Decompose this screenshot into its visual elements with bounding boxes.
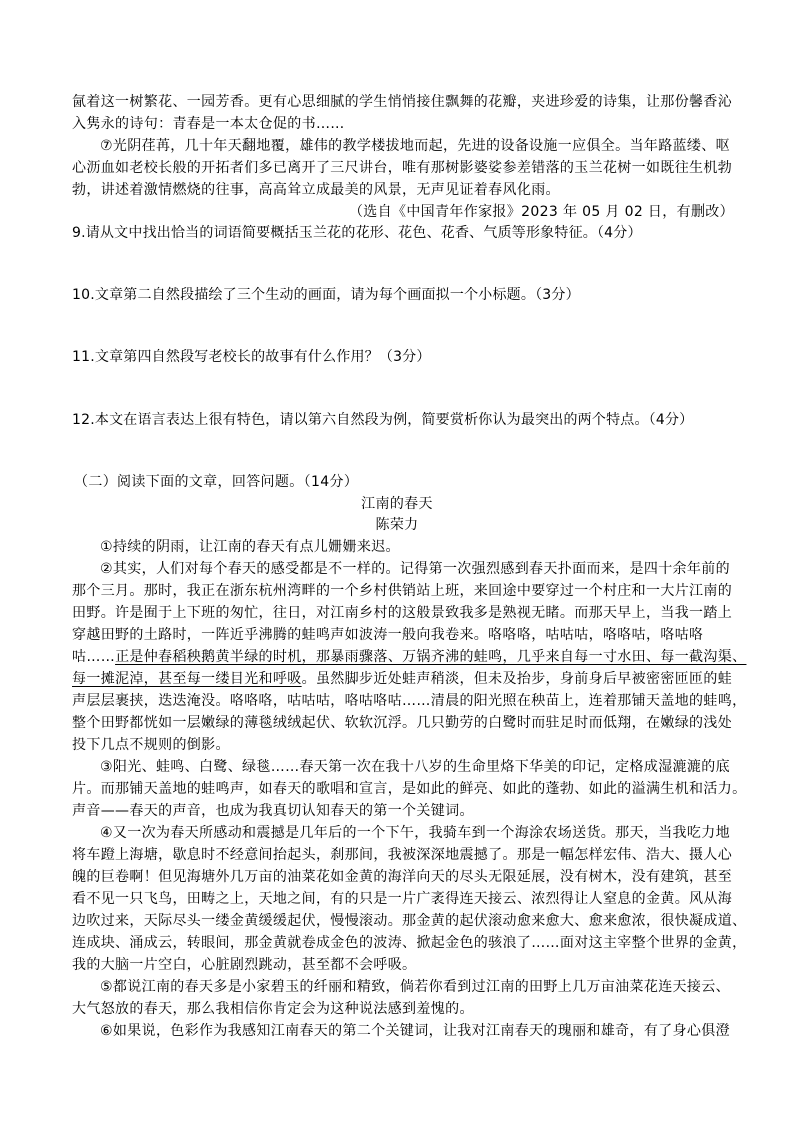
paragraph-4-line: 边吹过来，天际尽头一缕金黄缓缓起伏，慢慢滚动。那金黄的起伏滚动愈来愈大、愈来愈浓，很快凝成道、 — [72, 913, 747, 929]
passage1-line: 入隽永的诗句：青春是一本太仓促的书…… — [72, 116, 345, 132]
paragraph-2-line: ②其实，人们对每个春天的感受都是不一样的。记得第一次强烈感到春天扑面而来，是四十余年前的 — [100, 561, 730, 577]
paragraph-1: ①持续的阴雨，让江南的春天有点儿姗姗来迟。 — [100, 539, 400, 555]
underlined-sentence: 每一摊泥淖，甚至每一缕目光和呼吸 — [72, 671, 302, 687]
paragraph-2-line: 穿越田野的土路时，一阵近乎沸腾的蛙鸣声如波涛一般向我卷来。咯咯咯，咕咕咕，咯咯咕，咯咕咯 — [72, 627, 704, 643]
question-11 — [72, 346, 732, 368]
paragraph-4-line: 连成块、涌成云，转眼间，那金黄就卷成金色的波涛、掀起金色的骇浪了……面对这主宰整个世界的金黄， — [72, 935, 747, 951]
paragraph-6-line: ⑥如果说，色彩作为我感知江南春天的第二个关键词，让我对江南春天的瑰丽和雄奇，有了身心俱澄 — [100, 1023, 730, 1039]
question-number: 9. — [72, 225, 86, 241]
passage1-line: 心沥血如老校长般的开拓者们多已离开了三尺讲台，唯有那树影婆娑参差错落的玉兰花树一如既往生机勃 — [72, 160, 733, 176]
question-9 — [72, 222, 732, 244]
paragraph-4-line: ④又一次为春天所感动和震撼是几年后的一个下午，我骑车到一个海涂农场送货。那天，当我吃力地 — [100, 825, 730, 841]
paragraph-2-line: 田野。许是囿于上下班的匆忙，往日，对江南乡村的这般景致我多是熟视无睹。而那天早上，当我一踏上 — [72, 605, 733, 621]
paragraph-4-line: 看不见一只飞鸟，田畴之上，天地之间，有的只是一片广袤得连天接云、浓烈得让人窒息的金黄。风从海 — [72, 891, 733, 907]
paragraph-3-line: 片。而那铺天盖地的蛙鸣声，如春天的歌唱和宣言，是如此的鲜亮、如此的蓬勃、如此的溢满生机和活力。 — [72, 781, 747, 797]
article-author: 陈荣力 — [375, 517, 419, 533]
question-number: 12. — [72, 412, 95, 428]
question-text: 本文在语言表达上很有特色，请以第六自然段为例，简要赏析你认为最突出的两个特点。（4分） — [94, 412, 694, 428]
paragraph-5-line: 大气怒放的春天，那么我相信你肯定会为这种说法感到羞愧的。 — [72, 1001, 474, 1017]
section-2-heading: （二）阅读下面的文章，回答问题。（14分） — [74, 474, 359, 490]
paragraph-3-line: 声音——春天的声音，也成为我真切认知春天的第一个关键词。 — [72, 803, 474, 819]
paragraph-4-line: 我的大脑一片空白，心脏剧烈跳动，甚至都不会呼吸。 — [72, 957, 417, 973]
question-number: 10. — [72, 287, 95, 303]
passage1-source-citation: （选自《中国青年作家报》2023 年 05 月 02 日，有删改） — [348, 204, 734, 220]
question-12 — [72, 409, 732, 431]
plain-text: 咕…… — [72, 649, 116, 665]
paragraph-2-line: 整个田野都恍如一层嫩绿的薄毯绒绒起伏、软软沉浮。几只勤劳的白鹭时而驻足时而低翔，在嫩绿的浅处 — [72, 715, 733, 731]
passage1-line: 勃，讲述着激情燃烧的往事，高高耸立成最美的风景，无声见证着春风化雨。 — [72, 182, 560, 198]
paragraph-4-line: 将车蹬上海塘，歇息时不经意间抬起头，刹那间，我被深深地震撼了。那是一幅怎样宏伟、浩大、摄人心 — [72, 847, 733, 863]
paragraph-5-line: ⑤都说江南的春天多是小家碧玉的纤丽和精致，倘若你看到过江南的田野上几万亩油菜花连天接云、 — [100, 979, 730, 995]
article-title: 江南的春天 — [361, 496, 433, 512]
paragraph-2-line: 投下几点不规则的倒影。 — [72, 737, 230, 753]
question-text: 文章第二自然段描绘了三个生动的画面，请为每个画面拟一个小标题。（3分） — [94, 287, 580, 303]
passage1-paragraph-7-start: ⑦光阴荏苒，几十年天翻地覆，雄伟的教学楼拔地而起，先进的设备设施一应俱全。当年路蓝缕、呕 — [100, 138, 730, 154]
paragraph-3-line: ③阳光、蛙鸣、白鹭、绿毯……春天第一次在我十八岁的生命里烙下华美的印记，定格成湿漉漉的底 — [100, 759, 730, 775]
question-10 — [72, 284, 732, 306]
question-text: 文章第四自然段写老校长的故事有什么作用？（3分） — [94, 349, 431, 365]
paragraph-4-line: 魄的巨卷啊！但见海塘外几万亩的油菜花如金黄的海洋向天的尽头无限延展，没有树木，没有建筑，甚至 — [72, 869, 733, 885]
paragraph-2-line — [72, 668, 732, 690]
plain-text: 。虽然脚步近处蛙声稍淡，但未及抬步，身前身后早被密密匝匝的蛙 — [301, 671, 733, 687]
paragraph-2-line — [72, 646, 747, 668]
paragraph-2-line: 那个三月。那时，我正在浙东杭州湾畔的一个乡村供销站上班，来回途中要穿过一个村庄和一大片江南的 — [72, 583, 733, 599]
passage1-line: 氤着这一树繁花、一园芳香。更有心思细腻的学生悄悄接住飘舞的花瓣，夹进珍爱的诗集，让那份馨香沁 — [72, 94, 733, 110]
question-number: 11. — [72, 349, 95, 365]
paragraph-2-line: 声层层裹挟，迭迭淹没。咯咯咯，咕咕咕，咯咕咯咕……清晨的阳光照在秧苗上，连着那铺天盖地的蛙鸣， — [72, 693, 747, 709]
question-text: 请从文中找出恰当的词语简要概括玉兰花的花形、花色、花香、气质等形象特征。（4分） — [85, 225, 642, 241]
underlined-sentence: 正是仲春稻秧鹅黄半绿的时机，那暴雨骤落、万锅齐沸的蛙鸣，几乎来自每一寸水田、每一截沟渠、 — [115, 649, 747, 665]
